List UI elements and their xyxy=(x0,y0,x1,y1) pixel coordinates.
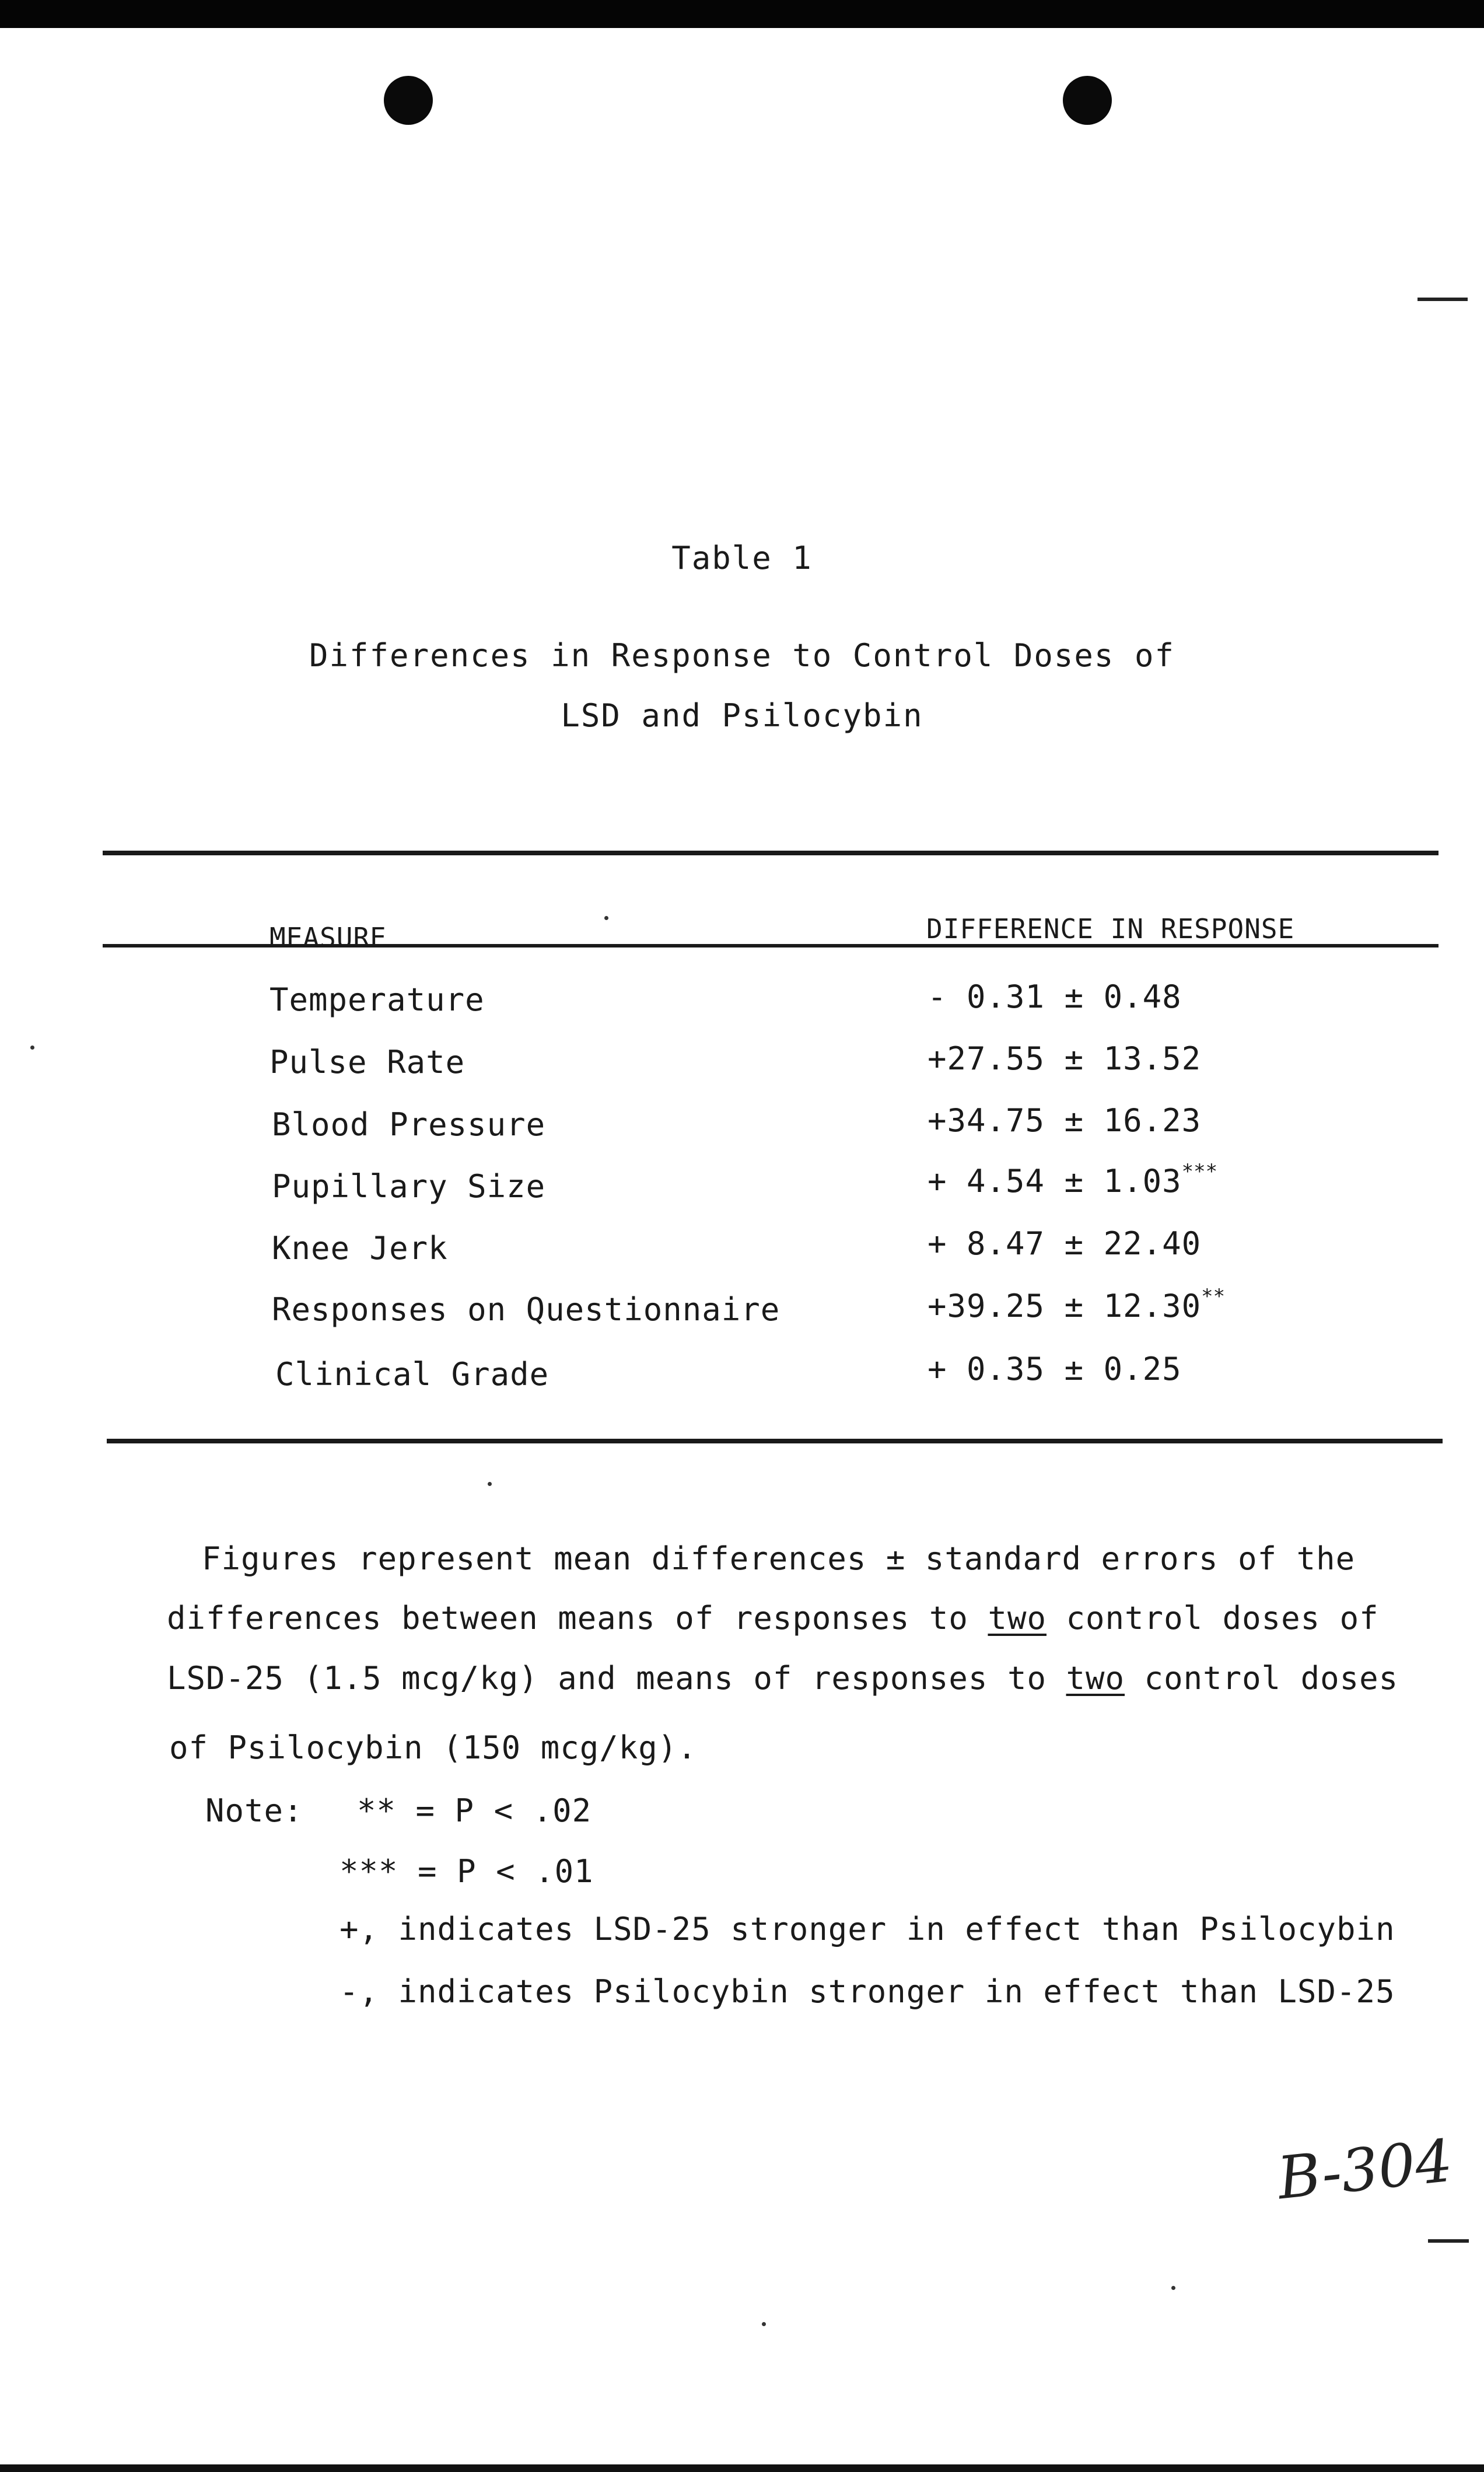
row-difference-pupillary-size xyxy=(928,1160,1217,1200)
difference-value: + 4.54 ± 1.03 xyxy=(928,1163,1182,1200)
handwritten-page-id: B-304 xyxy=(1274,2126,1456,2213)
underlined-word: two xyxy=(1066,1660,1125,1697)
margin-mark-bottom-right xyxy=(1428,2239,1469,2243)
row-difference-pulse-rate xyxy=(928,1037,1201,1077)
punch-hole-right xyxy=(1063,76,1112,125)
margin-mark-top-right xyxy=(1418,298,1468,301)
table-number: Table 1 xyxy=(671,540,813,576)
footnote-text: differences between means of responses to xyxy=(167,1600,988,1637)
table-bottom-rule xyxy=(107,1439,1443,1443)
footnote-text: control doses of xyxy=(1046,1600,1379,1637)
row-difference-clinical-grade xyxy=(928,1348,1182,1387)
row-measure-pupillary-size: Pupillary Size xyxy=(272,1168,546,1205)
column-header-measure: MEASURE xyxy=(270,922,387,953)
footnote-line-2 xyxy=(167,1600,1379,1637)
footnote-text: LSD-25 (1.5 mcg/kg) and means of responses to xyxy=(167,1660,1066,1697)
scan-speck xyxy=(762,2322,766,2326)
scan-speck xyxy=(604,916,608,920)
scan-bottom-border xyxy=(0,2464,1484,2472)
row-measure-blood-pressure: Blood Pressure xyxy=(272,1106,546,1143)
underlined-word: two xyxy=(988,1600,1046,1637)
row-measure-pulse-rate: Pulse Rate xyxy=(270,1044,466,1081)
significance-marker: *** xyxy=(1181,1160,1218,1183)
scan-speck xyxy=(488,1482,492,1486)
difference-value: + 8.47 ± 22.40 xyxy=(928,1225,1202,1262)
scan-speck xyxy=(1171,2286,1175,2290)
footnote-line-1: Figures represent mean differences ± standard errors of the xyxy=(202,1540,1356,1577)
difference-value: +39.25 ± 12.30 xyxy=(928,1288,1202,1324)
footnote-line-3 xyxy=(167,1660,1398,1697)
footnote-line-4: of Psilocybin (150 mcg/kg). xyxy=(169,1729,697,1766)
table-top-rule xyxy=(103,851,1438,855)
row-difference-temperature xyxy=(928,975,1182,1015)
row-measure-responses-questionnaire: Responses on Questionnaire xyxy=(272,1291,780,1328)
difference-value: +27.55 ± 13.52 xyxy=(928,1040,1202,1077)
row-difference-responses-questionnaire xyxy=(928,1285,1225,1324)
difference-value: + 0.35 ± 0.25 xyxy=(928,1351,1182,1387)
row-measure-clinical-grade: Clinical Grade xyxy=(275,1356,550,1393)
note-p-02: ** = P < .02 xyxy=(357,1792,592,1829)
note-minus-meaning: -, indicates Psilocybin stronger in effect than LSD-25 xyxy=(340,1973,1395,2010)
note-label: Note: xyxy=(205,1792,303,1829)
footnote-text: control doses xyxy=(1125,1660,1399,1697)
scan-top-border xyxy=(0,0,1484,28)
significance-marker: ** xyxy=(1201,1285,1226,1308)
table-title-line1: Differences in Response to Control Doses of xyxy=(309,637,1175,674)
note-plus-meaning: +, indicates LSD-25 stronger in effect than Psilocybin xyxy=(340,1911,1395,1947)
punch-hole-left xyxy=(384,76,433,125)
row-measure-temperature: Temperature xyxy=(270,981,485,1018)
difference-value: - 0.31 ± 0.48 xyxy=(928,978,1182,1015)
note-p-01: *** = P < .01 xyxy=(340,1853,594,1890)
row-difference-blood-pressure xyxy=(928,1099,1201,1139)
column-header-difference: DIFFERENCE IN RESPONSE xyxy=(926,913,1295,945)
table-title-line2: LSD and Psilocybin xyxy=(561,697,923,734)
difference-value: +34.75 ± 16.23 xyxy=(928,1102,1202,1139)
row-measure-knee-jerk: Knee Jerk xyxy=(272,1230,448,1267)
scan-speck xyxy=(30,1046,34,1050)
row-difference-knee-jerk xyxy=(928,1222,1201,1262)
